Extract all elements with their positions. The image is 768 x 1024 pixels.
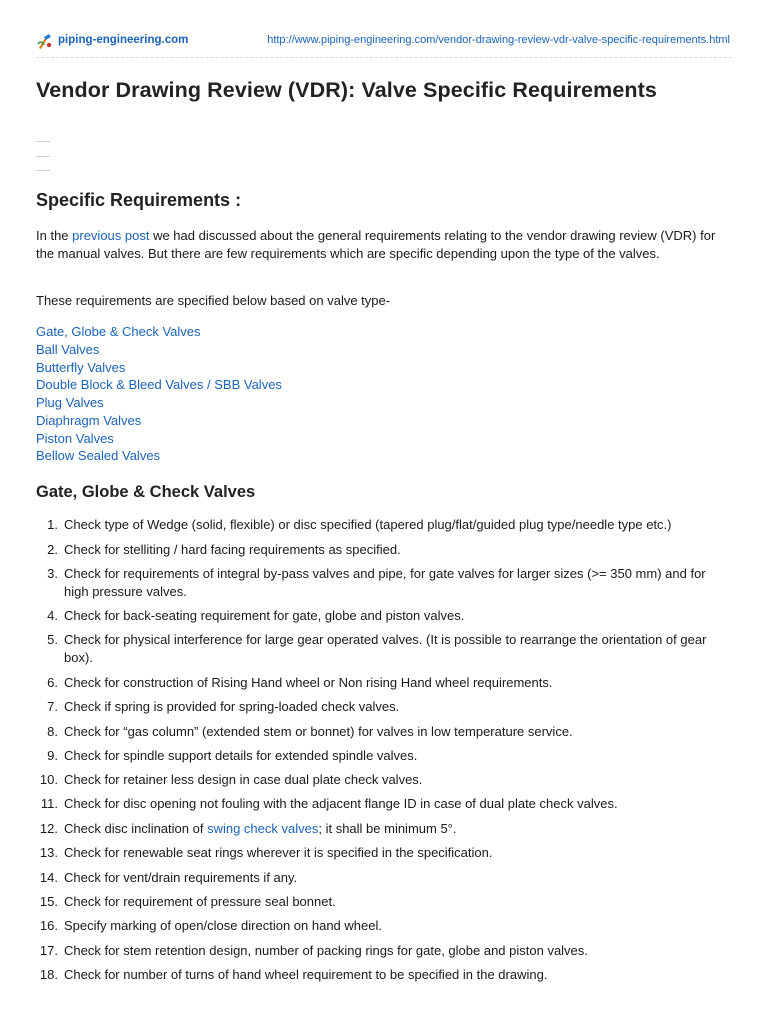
list-text: Check for requirements of integral by-pass valves and pipe, for gate valves for larger sizes (>= 350 mm) and for high pressure valves. (64, 566, 706, 599)
list-number: 5. (47, 632, 58, 647)
list-number: 4. (47, 608, 58, 623)
toc-link-bellow-sealed[interactable]: Bellow Sealed Valves (36, 448, 161, 464)
list-text-end: ; it shall be minimum 5°. (318, 821, 457, 836)
list-number: 12. (39, 821, 58, 836)
list-text-start: Check disc inclination of (64, 821, 208, 836)
toc-link-piston[interactable]: Piston Valves (36, 430, 114, 446)
list-number: 7. (47, 699, 58, 714)
page-title: Vendor Drawing Review (VDR): Valve Specific Requirements (36, 78, 657, 102)
toc-link-butterfly[interactable]: Butterfly Valves (36, 359, 126, 375)
divider (36, 141, 50, 142)
list-text: Check for spindle support details for extended spindle valves. (64, 748, 418, 763)
valve-type-links (36, 323, 282, 465)
divider (36, 156, 50, 157)
list-number: 17. (39, 942, 58, 958)
intro-text-end: we had discussed about the general requirements relating to the vendor drawing review (VDR) for the manual valves. But there are few requirements which are specific depending upon the type of the valves. (36, 228, 716, 261)
site-logo-icon[interactable] (36, 33, 54, 51)
intro-text-start: In the (36, 228, 73, 243)
section-title: Specific Requirements : (36, 190, 242, 210)
list-number: 1. (47, 517, 58, 532)
list-text: Check for stem retention design, number of packing rings for gate, globe and piston valves. (64, 942, 588, 958)
list-text: Check for construction of Rising Hand wheel or Non rising Hand wheel requirements. (64, 675, 553, 690)
list-text: Check for back-seating requirement for gate, globe and piston valves. (64, 608, 465, 623)
list-text: Specify marking of open/close direction on hand wheel. (64, 918, 382, 933)
site-header (36, 30, 732, 58)
list-number: 2. (47, 541, 58, 557)
list-number: 18. (39, 967, 58, 982)
list-text: Check for requirement of pressure seal bonnet. (64, 894, 336, 909)
list-number: 16. (39, 918, 58, 933)
list-text (64, 820, 732, 838)
list-text: Check for renewable seat rings wherever it is specified in the specification. (64, 845, 493, 860)
list-text: Check for disc opening not fouling with the adjacent flange ID in case of dual plate check valves. (64, 796, 618, 811)
previous-post-link[interactable]: previous post (72, 228, 150, 243)
list-number: 6. (47, 675, 58, 690)
swing-check-valves-link[interactable]: swing check valves (207, 821, 319, 836)
list-text: Check type of Wedge (solid, flexible) or disc specified (tapered plug/flat/guided plug type/needle type etc.) (64, 517, 672, 532)
page-url-link[interactable]: http://www.piping-engineering.com/vendor-drawing-review-vdr-valve-specific-requirements.html (267, 34, 730, 46)
list-number: 8. (47, 723, 58, 739)
list-number: 9. (47, 748, 58, 763)
list-number: 13. (39, 845, 58, 860)
list-text: Check for “gas column” (extended stem or bonnet) for valves in low temperature service. (64, 723, 573, 739)
intro-paragraph-2: These requirements are specified below based on valve type- (36, 293, 391, 308)
toc-link-gate-globe-check[interactable]: Gate, Globe & Check Valves (36, 324, 201, 339)
list-number: 11. (40, 796, 58, 811)
subsection-title: Gate, Globe & Check Valves (36, 483, 256, 501)
toc-link-ball[interactable]: Ball Valves (36, 341, 100, 357)
list-text: Check for stelliting / hard facing requirements as specified. (64, 541, 401, 557)
site-name-link[interactable]: piping-engineering.com (58, 34, 189, 46)
list-number: 15. (39, 894, 58, 909)
list-number: 10. (39, 772, 58, 787)
list-text: Check for vent/drain requirements if any. (64, 869, 298, 885)
list-text: Check for retainer less design in case dual plate check valves. (64, 772, 423, 787)
list-text: Check for physical interference for large gear operated valves. (It is possible to rearrange the orientation of gear box). (64, 632, 707, 665)
list-text: Check if spring is provided for spring-loaded check valves. (64, 699, 400, 714)
toc-link-plug[interactable]: Plug Valves (36, 395, 104, 410)
toc-link-double-block-bleed[interactable]: Double Block & Bleed Valves / SBB Valves (36, 377, 282, 393)
list-text: Check for number of turns of hand wheel requirement to be specified in the drawing. (64, 967, 548, 982)
list-number: 3. (47, 566, 58, 581)
list-number: 14. (39, 869, 58, 885)
intro-paragraph (36, 227, 732, 263)
divider (36, 170, 50, 171)
toc-link-diaphragm[interactable]: Diaphragm Valves (36, 412, 142, 428)
